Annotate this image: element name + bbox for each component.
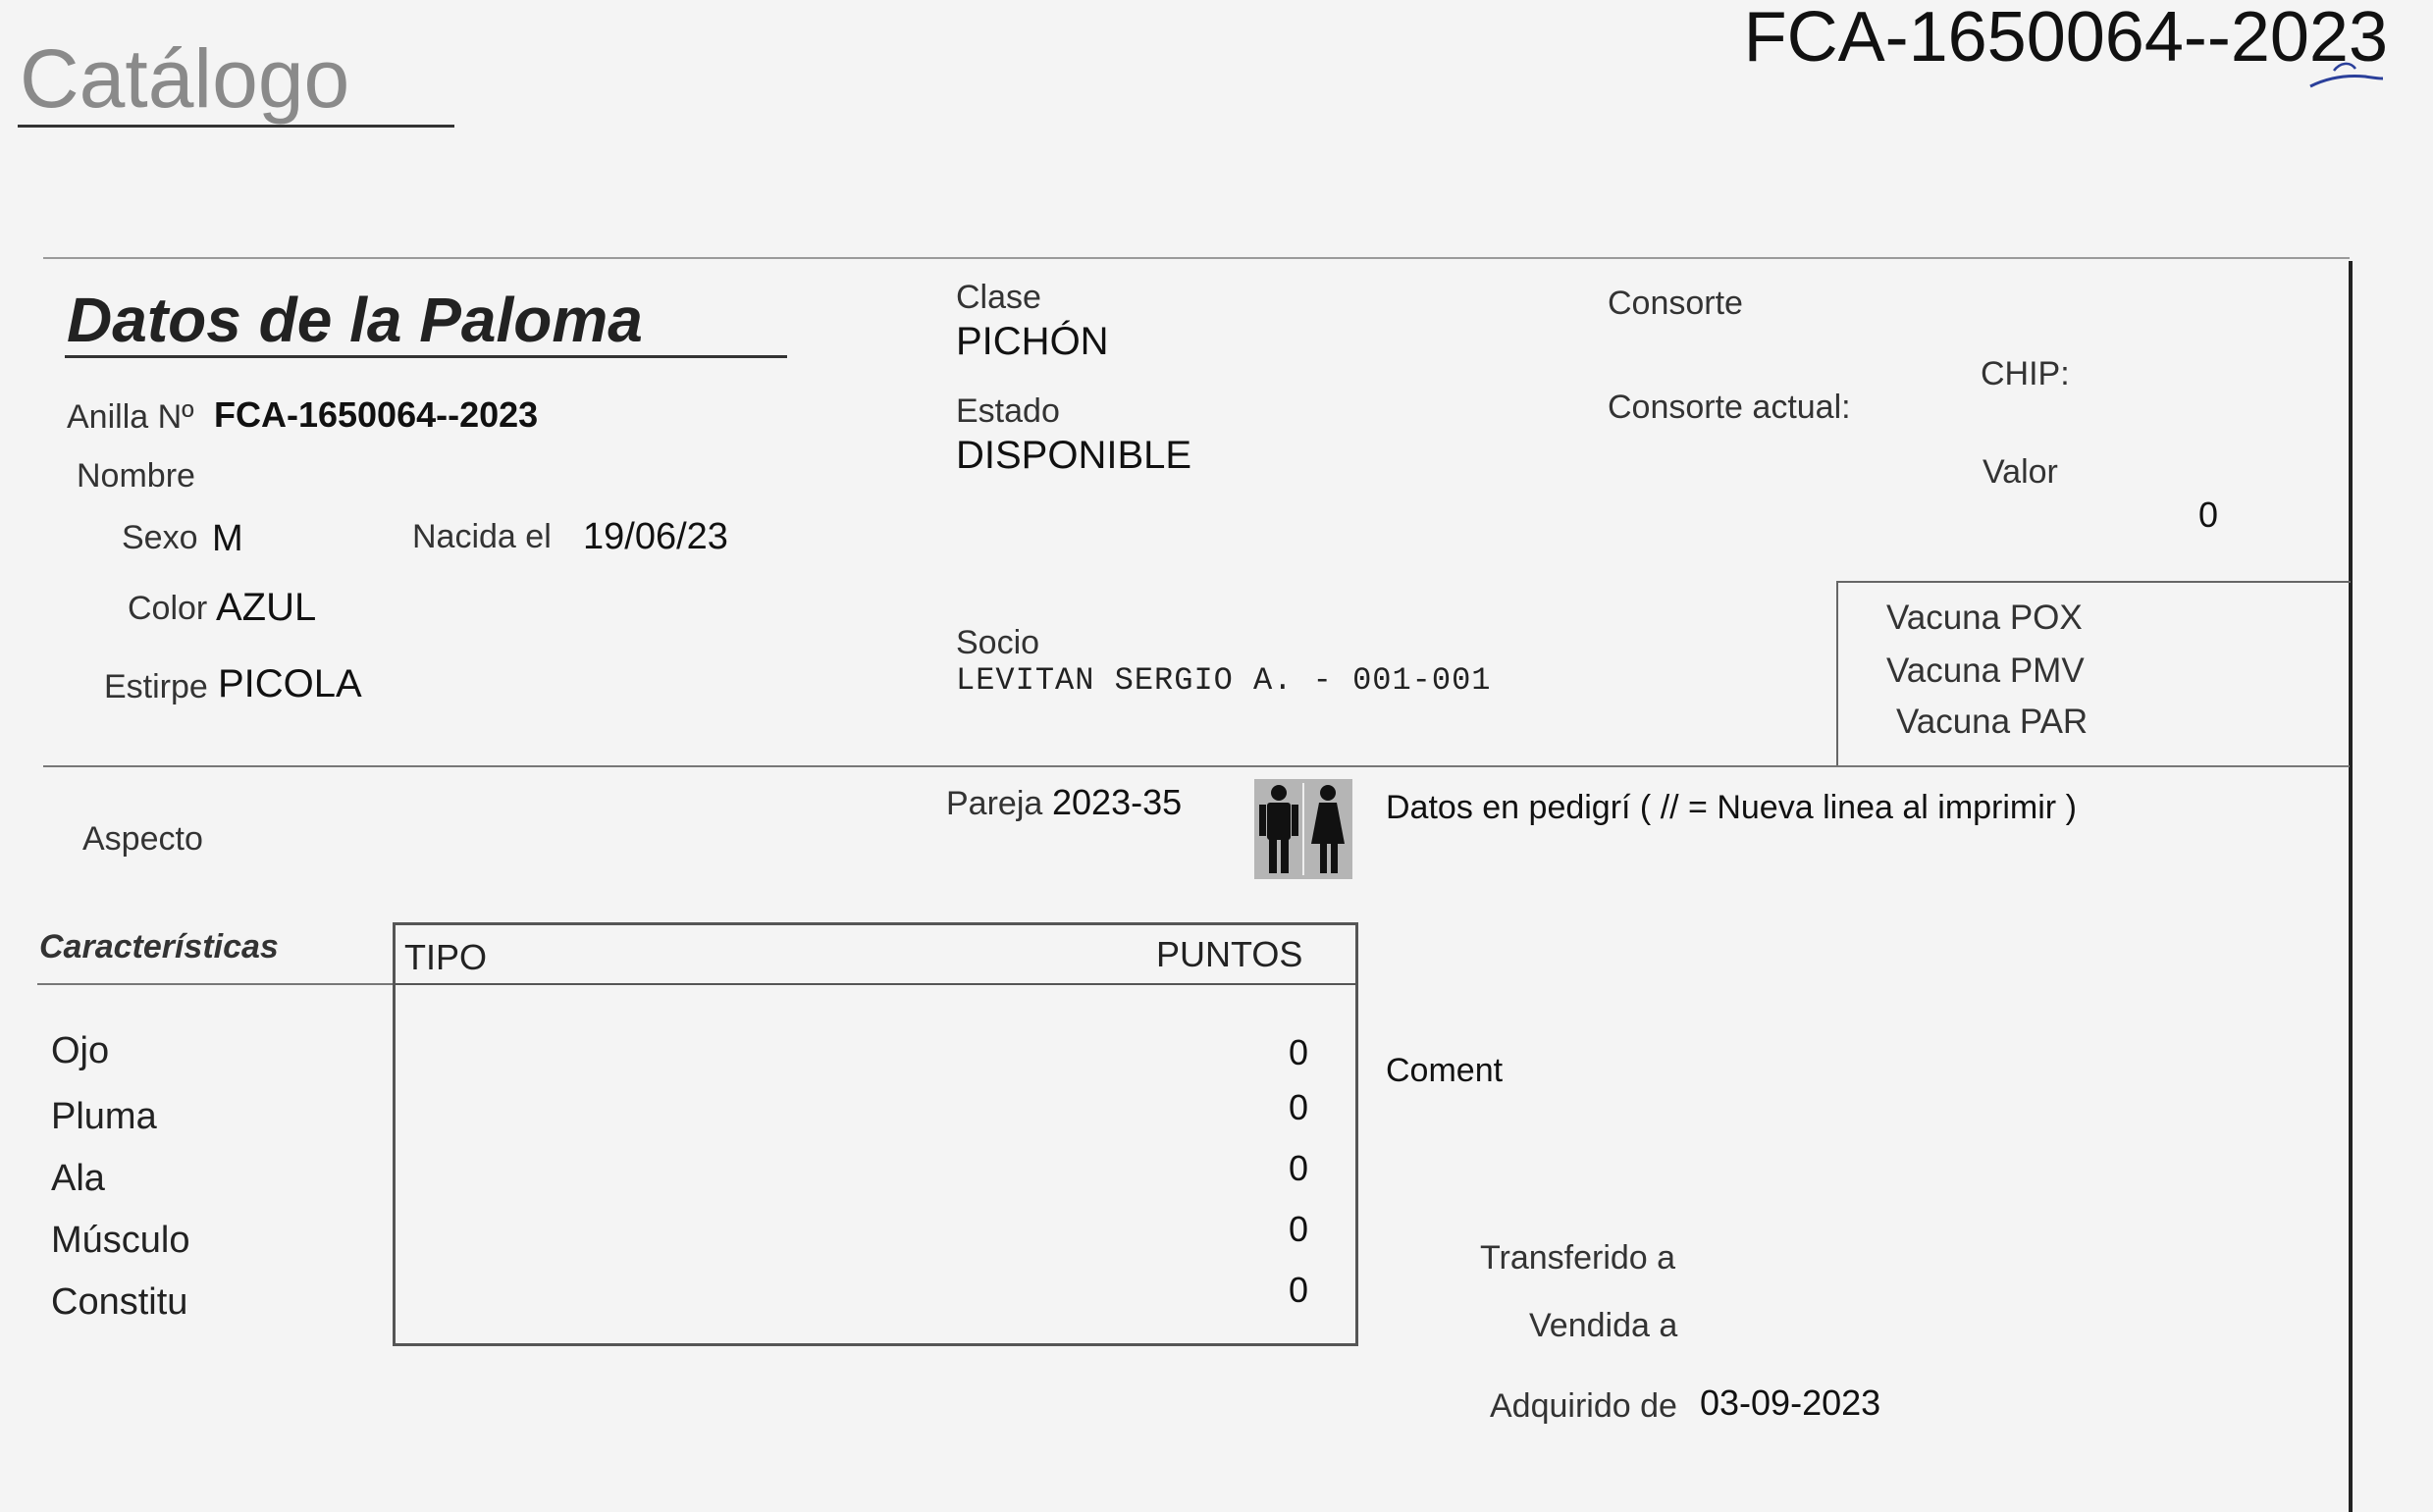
born-value: 19/06/23 [583,516,728,557]
born-label: Nacida el [412,518,552,555]
color-label: Color [128,590,208,627]
sex-label: Sexo [122,519,198,556]
strain-label: Estirpe [104,668,208,705]
characteristics-title: Características [39,928,279,965]
appearance-label: Aspecto [82,820,203,858]
name-label: Nombre [77,457,195,495]
section-title-underline [18,125,454,128]
comment-label: Coment [1386,1052,1504,1089]
characteristics-underline [37,983,395,985]
consort-label: Consorte [1608,285,1743,322]
pen-scribble [2306,57,2385,96]
points-muscle: 0 [1289,1209,1309,1249]
status-label: Estado [956,392,1060,430]
vaccine-par: Vacuna PAR [1896,703,2089,741]
sold-label: Vendida a [1529,1307,1678,1344]
characteristic-wing: Ala [51,1158,105,1199]
characteristic-feather: Pluma [51,1096,157,1137]
characteristic-eye: Ojo [51,1030,110,1071]
vaccine-pmv: Vacuna PMV [1886,652,2085,690]
couple-icon[interactable] [1254,779,1352,879]
characteristic-muscle: Músculo [51,1220,190,1261]
points-table-header-rule [393,983,1358,985]
acquired-label: Adquirido de [1490,1387,1677,1425]
value-label: Valor [1983,453,2058,491]
pigeon-heading-underline [65,355,787,358]
points-table-header-type: TIPO [404,937,488,977]
member-value: LEVITAN SERGIO A. - 001-001 [956,662,1492,699]
points-eye: 0 [1289,1032,1309,1072]
value-amount: 0 [2198,495,2219,535]
class-value: PICHÓN [956,320,1109,363]
pedigree-note: Datos en pedigrí ( // = Nueva linea al imprimir ) [1386,789,2077,826]
ring-id-heading: FCA-1650064--2023 [1743,0,2388,77]
strain-value: PICOLA [218,662,362,705]
right-frame [2349,261,2353,1512]
top-rule [43,257,2350,259]
points-wing: 0 [1289,1148,1309,1188]
sex-value: M [212,518,243,559]
chip-label: CHIP: [1981,355,2070,392]
pair-label: Pareja [946,785,1043,822]
points-feather: 0 [1289,1087,1309,1127]
acquired-value: 03-09-2023 [1700,1382,1881,1423]
status-value: DISPONIBLE [956,434,1192,477]
points-table [393,922,1358,1346]
ring-value: FCA-1650064--2023 [214,394,539,435]
middle-rule [43,765,2350,767]
color-value: AZUL [216,586,317,629]
vaccine-pox: Vacuna POX [1886,599,2083,637]
pigeon-heading: Datos de la Paloma [67,285,643,355]
characteristic-build: Constitu [51,1281,188,1323]
member-label: Socio [956,624,1040,661]
ring-label: Anilla Nº [67,398,194,436]
class-label: Clase [956,279,1041,316]
pair-value: 2023-35 [1052,782,1183,822]
section-title: Catálogo [20,32,350,125]
current-consort-label: Consorte actual: [1608,389,1851,426]
transferred-label: Transferido a [1480,1239,1676,1277]
points-table-header-points: PUNTOS [1156,934,1303,974]
points-build: 0 [1289,1270,1309,1310]
